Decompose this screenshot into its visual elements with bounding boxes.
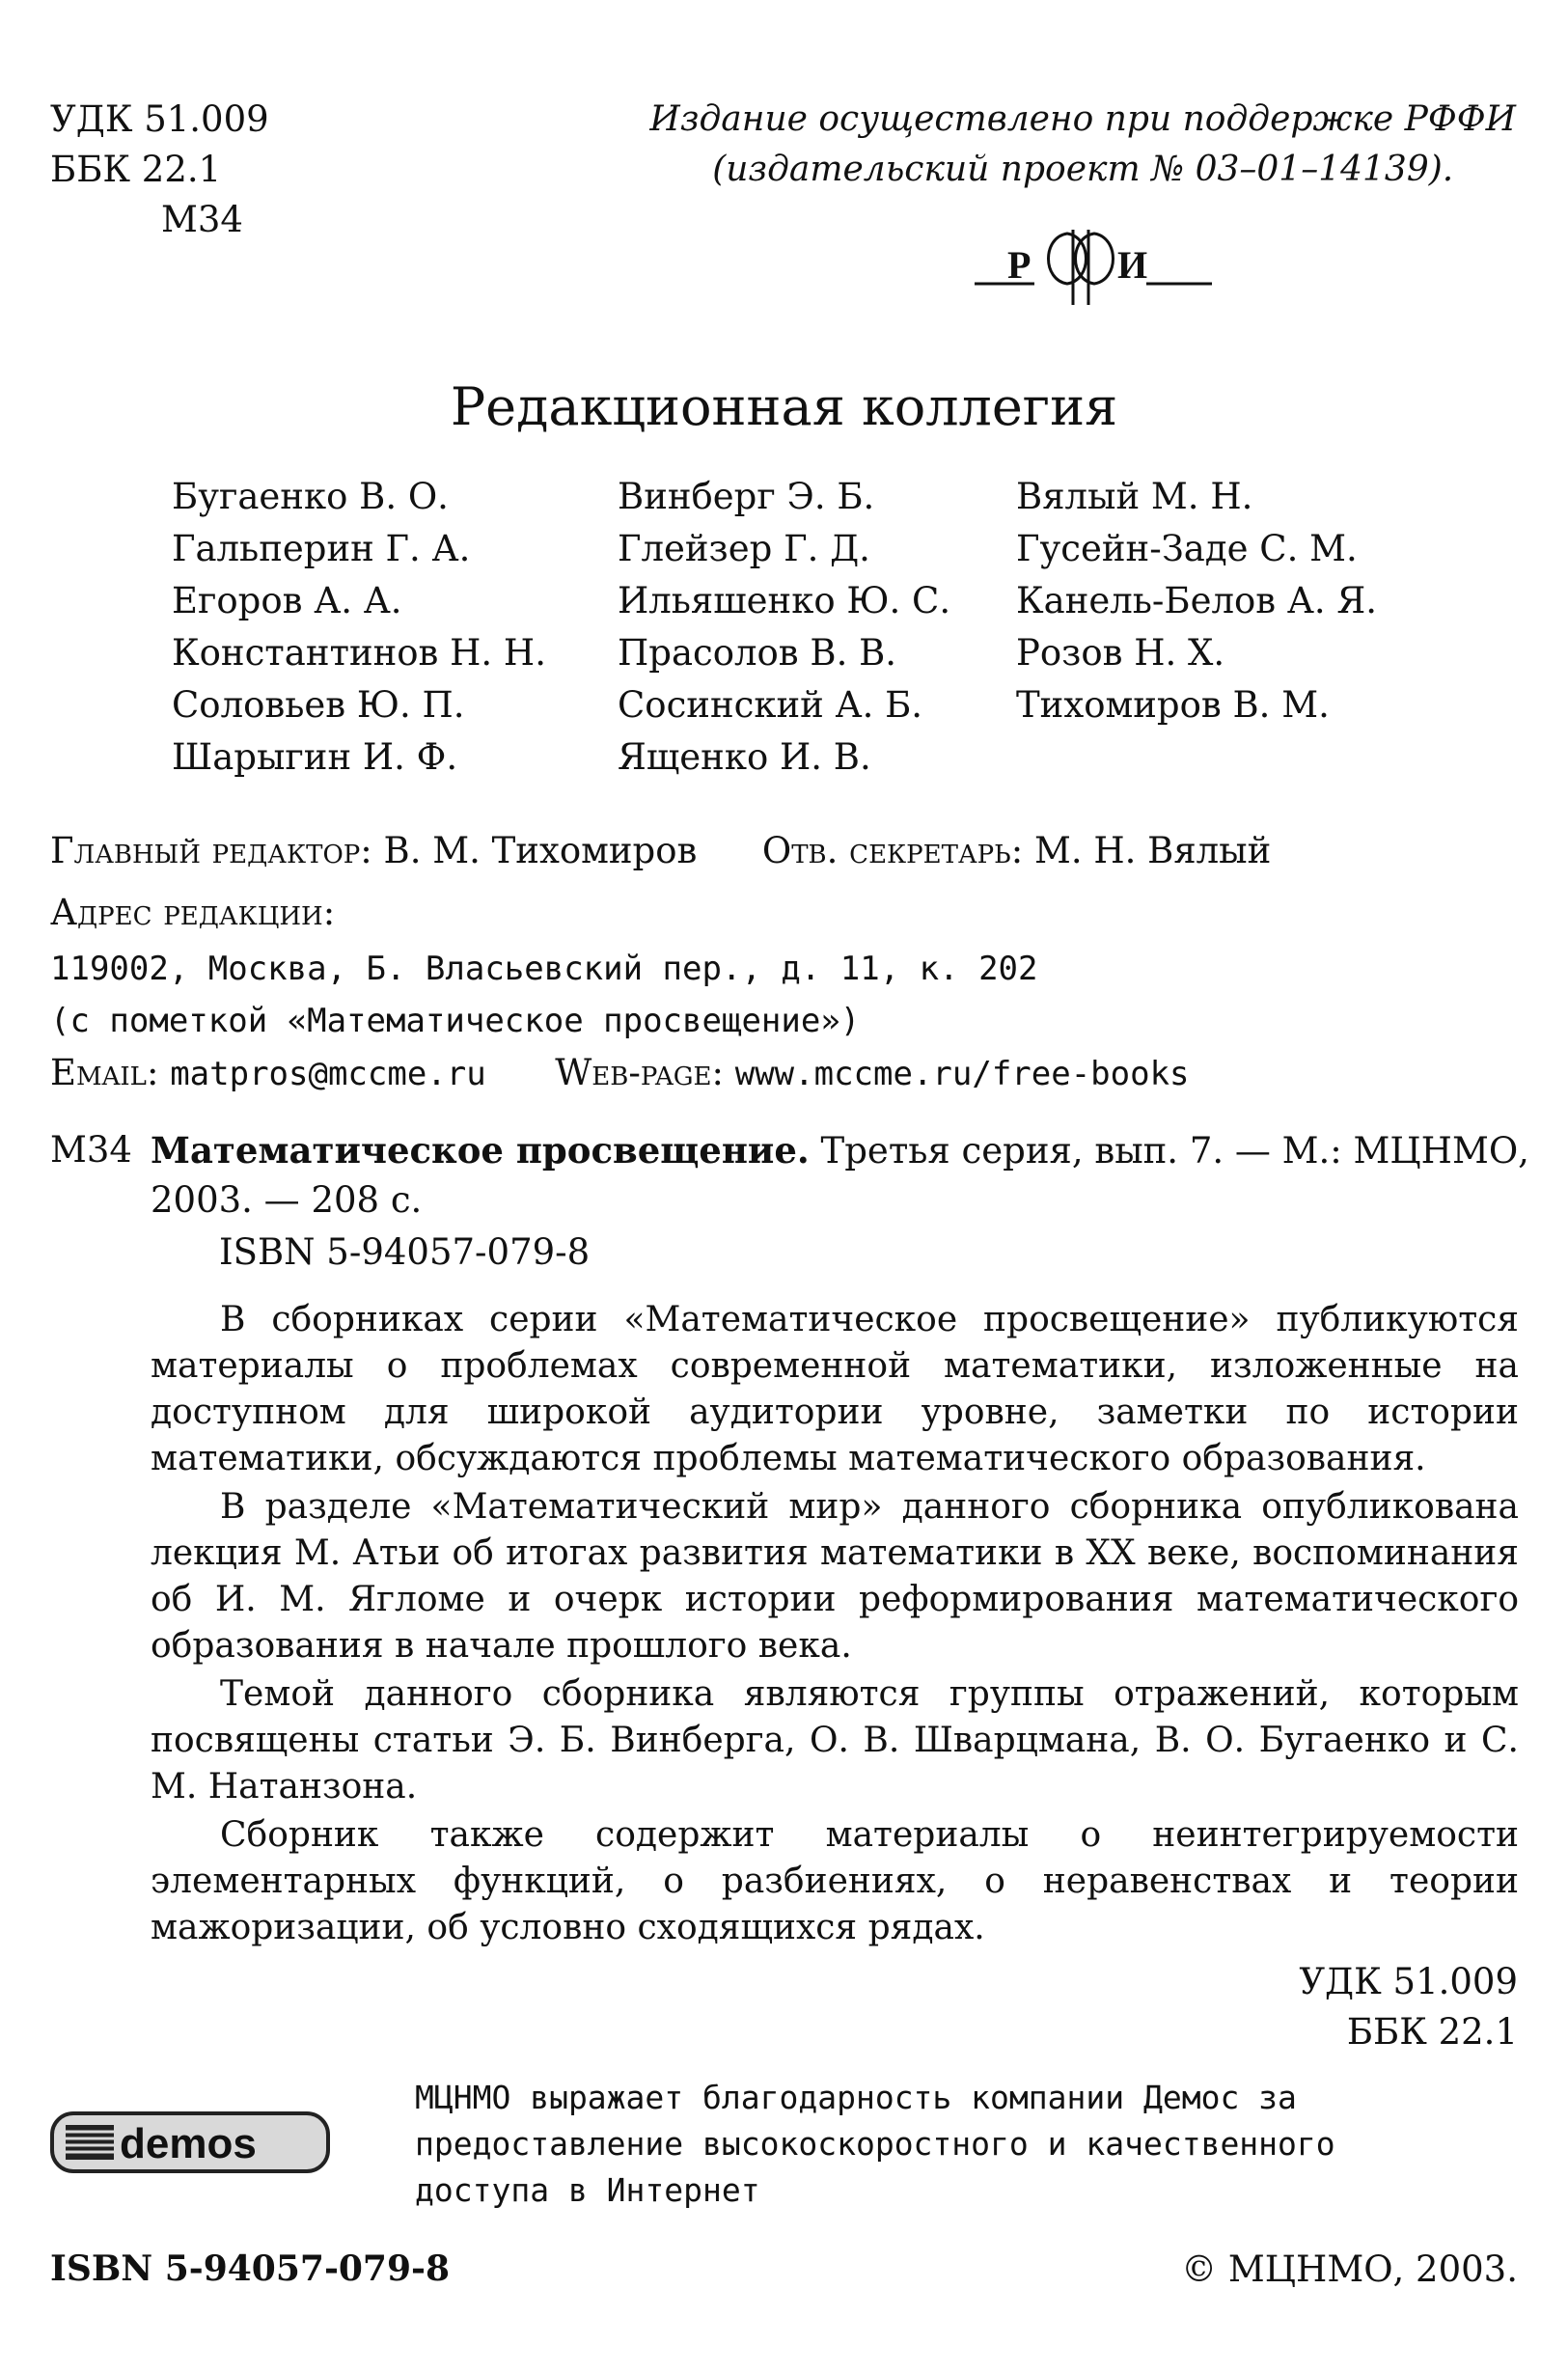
catalog-details: Третья серия, вып. 7. — М.: МЦНМО, (809, 1130, 1529, 1172)
funding-note (649, 95, 1516, 195)
board-member: Сосинский А. Б. (618, 684, 923, 726)
board-member: Гусейн-Заде С. М. (1016, 528, 1358, 569)
board-column-3 (1016, 471, 1377, 731)
editors-line (50, 830, 1271, 871)
board-member: Соловьев Ю. П. (172, 684, 465, 726)
chief-editor-label: Главный редактор: (50, 830, 372, 871)
abstract-paragraph: В сборниках серии «Математическое просвещение» публикуются материалы о проблемах современной математики, изложенные на доступном для широкой аудитории уровне, заметки по истории математики, обсуждаются проблемы математического образования. (151, 1300, 1519, 1478)
classification-indices-bottom (1299, 1957, 1518, 2057)
bbk-index: ББК 22.1 (50, 149, 222, 190)
author-sign-code: М34 (161, 199, 243, 240)
rffi-logo-letter-right: И (1117, 243, 1148, 287)
catalog-code: М34 (50, 1129, 132, 1171)
chief-editor-name: В. М. Тихомиров (383, 830, 698, 871)
web-label: Web-page: (555, 1052, 724, 1093)
address-line-2: (с пометкой «Математическое просвещение») (50, 1002, 861, 1040)
email-label: Email: (50, 1052, 159, 1093)
footer-isbn: ISBN 5-94057-079-8 (50, 2248, 451, 2289)
secretary-name: М. Н. Вялый (1033, 830, 1272, 871)
web-address[interactable]: www.mccme.ru/free-books (734, 1055, 1190, 1093)
demos-logo-text: demos (120, 2120, 257, 2167)
acknowledgement-line-3: доступа в Интернет (415, 2171, 760, 2209)
funding-line-1: Издание осуществлено при поддержке РФФИ (649, 99, 1516, 139)
catalog-isbn: ISBN 5-94057-079-8 (219, 1231, 591, 1273)
address-label: Адрес редакции: (50, 892, 336, 933)
contacts-line (50, 1052, 1190, 1093)
bbk-index-bottom: ББК 22.1 (1346, 2011, 1518, 2053)
secretary-label: Отв. секретарь: (761, 830, 1024, 871)
catalog-title: Математическое просвещение. (151, 1129, 810, 1172)
abstract-paragraph: Сборник также содержит материалы о неинтегрируемости элементарных функций, о разбиениях, о неравенствах и теории мажоризации, об условно сходящихся рядах. (151, 1815, 1519, 1947)
board-member: Шарыгин И. Ф. (172, 736, 458, 778)
acknowledgement-line-2: предоставление высокоскоростного и качественного (415, 2125, 1335, 2163)
acknowledgement (415, 2075, 1335, 2214)
board-member: Егоров А. А. (172, 580, 402, 621)
abstract (151, 1297, 1519, 1953)
catalog-line-1 (151, 1125, 1529, 1176)
board-member: Канель-Белов А. Я. (1016, 580, 1378, 621)
board-column-2 (618, 471, 950, 784)
udk-index: УДК 51.009 (50, 98, 269, 140)
board-member: Вялый М. Н. (1016, 476, 1253, 517)
board-member: Ященко И. В. (618, 736, 871, 778)
board-member: Прасолов В. В. (618, 632, 897, 674)
catalog-line-2: 2003. — 208 с. (151, 1179, 423, 1221)
rffi-logo-letter-left: Р (1007, 243, 1032, 287)
board-member: Тихомиров В. М. (1016, 684, 1330, 726)
footer-copyright: © МЦНМО, 2003. (1181, 2248, 1518, 2290)
acknowledgement-line-1: МЦНМО выражает благодарность компании Демос за (415, 2079, 1297, 2116)
board-member: Розов Н. Х. (1016, 632, 1225, 674)
demos-logo (50, 2110, 330, 2175)
abstract-paragraph: Темой данного сборника являются группы отражений, которым посвящены статьи Э. Б. Винберга, О. В. Шварцмана, В. О. Бугаенко и С. М. Натанзона. (151, 1674, 1519, 1807)
editorial-board-title: Редакционная коллегия (450, 376, 1118, 437)
funding-line-2: (издательский проект № 03–01–14139). (712, 150, 1454, 189)
board-member: Винберг Э. Б. (618, 476, 875, 517)
udk-index-bottom: УДК 51.009 (1299, 1961, 1518, 2002)
board-member: Гальперин Г. А. (172, 528, 471, 569)
board-member: Бугаенко В. О. (172, 476, 449, 517)
email-address[interactable]: matpros@mccme.ru (170, 1055, 486, 1093)
board-member: Константинов Н. Н. (172, 632, 546, 674)
address-line-1: 119002, Москва, Б. Власьевский пер., д. 11, к. 202 (50, 950, 1038, 988)
classification-indices-top (50, 95, 269, 245)
board-member: Глейзер Г. Д. (618, 528, 870, 569)
rffi-logo (975, 230, 1216, 307)
board-column-1 (172, 471, 546, 784)
abstract-paragraph: В разделе «Математический мир» данного сборника опубликована лекция М. Атьи об итогах развития математики в XX веке, воспоминания об И. М. Ягломе и очерк истории реформирования математического образования в начале прошлого века. (151, 1487, 1519, 1666)
board-member: Ильяшенко Ю. С. (618, 580, 951, 621)
